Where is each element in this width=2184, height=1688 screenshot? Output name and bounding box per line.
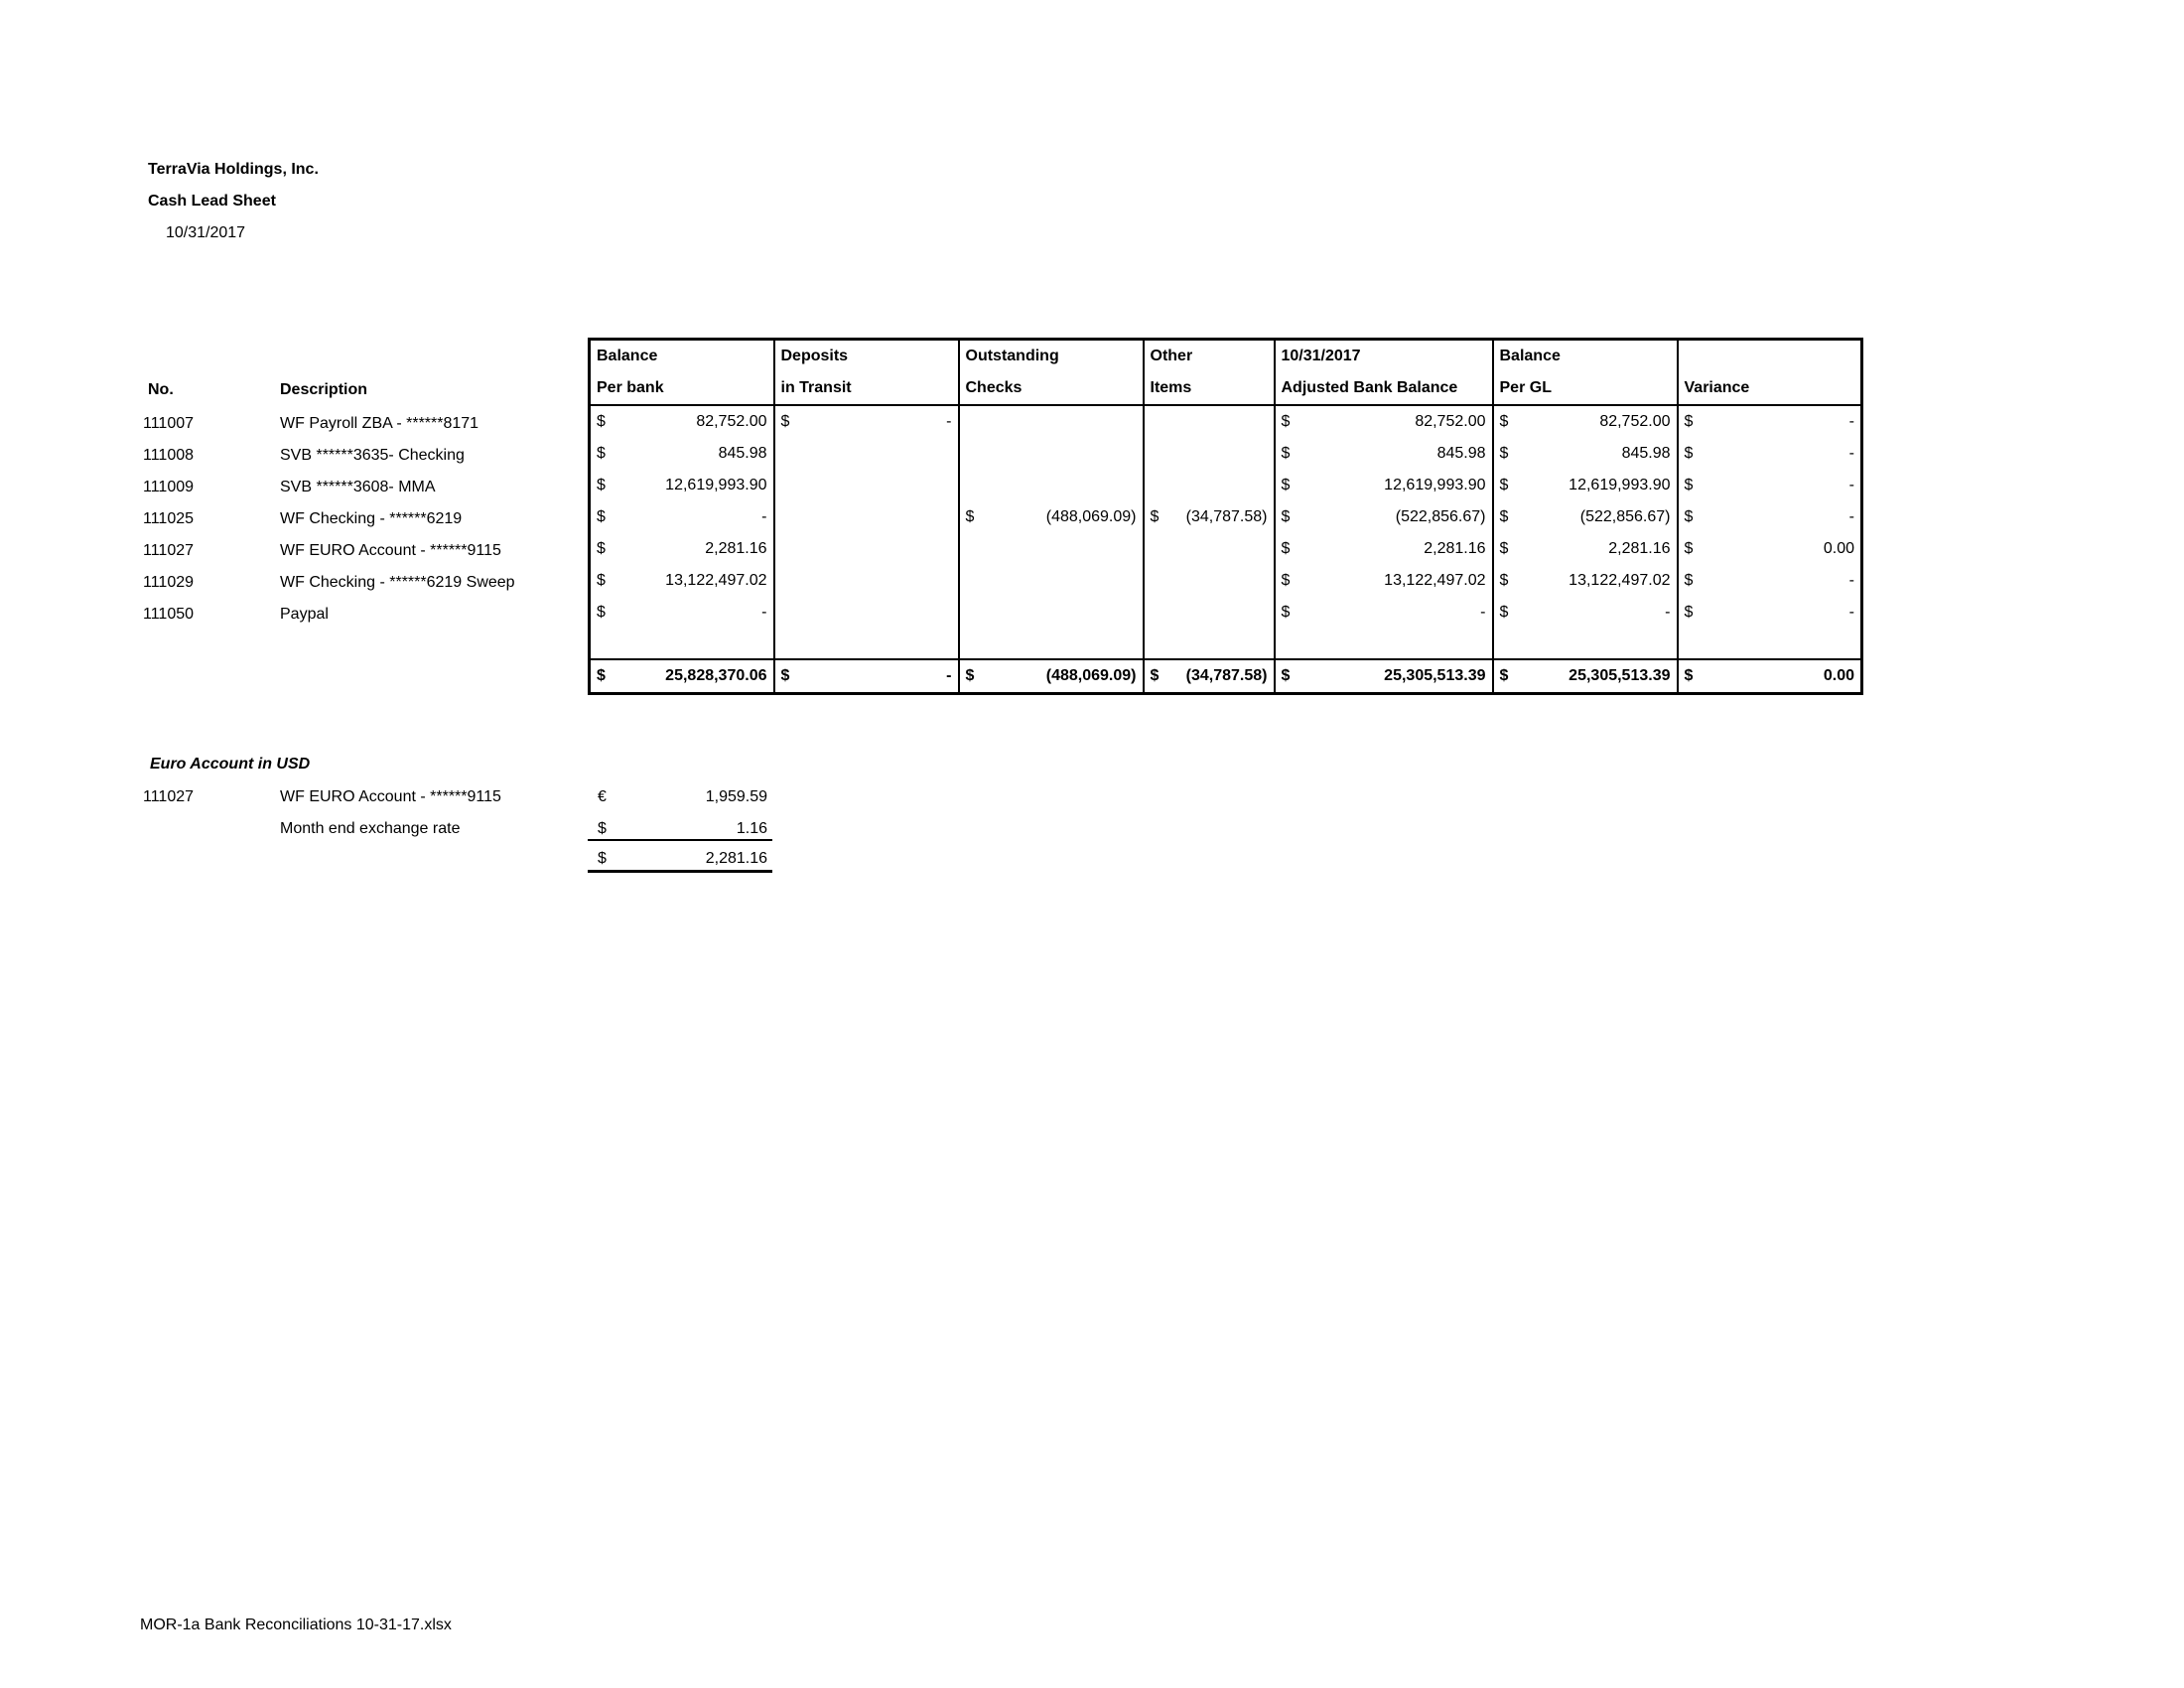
currency-symbol: $ <box>1678 501 1706 533</box>
account-number: 111027 <box>143 542 195 559</box>
balance-per-gl-cell: (522,856.67) <box>1579 508 1671 525</box>
company-name: TerraVia Holdings, Inc. <box>148 161 319 178</box>
header-outstanding-1: Outstanding <box>959 340 1144 373</box>
balance-per-gl-cell: 12,619,993.90 <box>1569 477 1671 493</box>
header-variance-1 <box>1678 340 1862 373</box>
header-balance-gl-2: Per GL <box>1493 372 1678 405</box>
report-date: 10/31/2017 <box>166 224 246 241</box>
variance-cell: - <box>1848 604 1854 621</box>
column-header-no: No. <box>148 381 174 398</box>
header-balance-bank-2: Per bank <box>590 372 774 405</box>
sheet-title: Cash Lead Sheet <box>148 193 276 210</box>
account-description: WF Checking - ******6219 Sweep <box>280 574 515 591</box>
currency-symbol <box>1144 438 1171 470</box>
currency-symbol: $ <box>1275 470 1302 501</box>
euro-section-title: Euro Account in USD <box>150 756 311 773</box>
adjusted-bank-balance-cell: 845.98 <box>1436 445 1486 462</box>
currency-symbol <box>1144 405 1171 438</box>
reconciliation-table <box>588 338 1863 695</box>
deposits-in-transit-cell: - <box>946 413 952 430</box>
exchange-rate-label: Month end exchange rate <box>280 820 461 837</box>
outstanding-checks-cell <box>987 597 1144 629</box>
currency-symbol: $ <box>597 540 606 557</box>
currency-symbol: $ <box>1144 501 1171 533</box>
currency-symbol: $ <box>1493 597 1521 629</box>
currency-symbol: $ <box>1275 565 1302 597</box>
euro-account-description: WF EURO Account - ******9115 <box>280 788 501 805</box>
variance-cell: 0.00 <box>1823 540 1854 557</box>
balance-per-bank-cell: 845.98 <box>718 445 767 462</box>
usd-currency-symbol: $ <box>598 850 607 867</box>
total-currency: $ <box>597 667 606 684</box>
currency-symbol: $ <box>597 445 606 462</box>
other-items-cell <box>1171 597 1275 629</box>
adjusted-bank-balance-cell: 82,752.00 <box>1415 413 1486 430</box>
total-currency: $ <box>1493 659 1521 694</box>
currency-symbol: $ <box>597 477 606 493</box>
outstanding-checks-cell <box>987 533 1144 565</box>
table-row <box>590 597 1862 629</box>
header-deposits-1: Deposits <box>774 340 959 373</box>
currency-symbol <box>1144 565 1171 597</box>
currency-symbol <box>774 501 802 533</box>
balance-per-bank-cell: 12,619,993.90 <box>665 477 767 493</box>
header-outstanding-2: Checks <box>959 372 1144 405</box>
euro-account-no: 111027 <box>143 788 195 805</box>
balance-per-gl-cell: - <box>1665 604 1671 621</box>
balance-per-gl-cell: 13,122,497.02 <box>1569 572 1671 589</box>
other-items-cell <box>1171 533 1275 565</box>
variance-cell: - <box>1848 477 1854 493</box>
exchange-rate-currency: $ <box>598 820 607 837</box>
total-variance: 0.00 <box>1823 667 1854 684</box>
total-other-items: (34,787.58) <box>1185 667 1268 684</box>
currency-symbol: $ <box>597 604 606 621</box>
currency-symbol: $ <box>1275 405 1302 438</box>
balance-per-bank-cell: 13,122,497.02 <box>665 572 767 589</box>
euro-currency-symbol: € <box>598 788 607 805</box>
outstanding-checks-cell <box>987 565 1144 597</box>
other-items-cell <box>1171 565 1275 597</box>
header-other-2: Items <box>1144 372 1275 405</box>
total-currency: $ <box>959 659 987 694</box>
table-row <box>590 533 1862 565</box>
currency-symbol <box>959 405 987 438</box>
exchange-rate: 1.16 <box>736 820 767 837</box>
total-balance-per-bank: 25,828,370.06 <box>665 667 767 684</box>
total-double-underline <box>588 870 772 873</box>
currency-symbol <box>1144 470 1171 501</box>
currency-symbol: $ <box>1678 470 1706 501</box>
account-description: SVB ******3635- Checking <box>280 447 465 464</box>
currency-symbol: $ <box>597 572 606 589</box>
total-balance-per-gl: 25,305,513.39 <box>1569 667 1671 684</box>
currency-symbol: $ <box>1275 597 1302 629</box>
currency-symbol <box>1144 533 1171 565</box>
table-row <box>590 501 1862 533</box>
balance-per-bank-cell: - <box>761 604 767 621</box>
table-row <box>590 405 1862 438</box>
currency-symbol: $ <box>1678 597 1706 629</box>
currency-symbol <box>959 597 987 629</box>
currency-symbol <box>774 565 802 597</box>
total-deposits-in-transit: - <box>946 667 952 684</box>
currency-symbol: $ <box>1678 565 1706 597</box>
account-number: 111025 <box>143 510 195 527</box>
table-row <box>590 470 1862 501</box>
variance-cell: - <box>1848 413 1854 430</box>
currency-symbol: $ <box>1275 438 1302 470</box>
currency-symbol: $ <box>1275 533 1302 565</box>
outstanding-checks-cell <box>987 438 1144 470</box>
currency-symbol <box>959 533 987 565</box>
variance-cell: - <box>1848 508 1854 525</box>
currency-symbol: $ <box>1493 470 1521 501</box>
header-balance-bank-1: Balance <box>597 348 658 364</box>
currency-symbol <box>1144 597 1171 629</box>
balance-per-gl-cell: 82,752.00 <box>1599 413 1671 430</box>
currency-symbol: $ <box>774 405 802 438</box>
outstanding-checks-cell: (488,069.09) <box>1045 508 1137 525</box>
currency-symbol: $ <box>1275 501 1302 533</box>
currency-symbol <box>959 438 987 470</box>
currency-symbol: $ <box>959 501 987 533</box>
other-items-cell <box>1171 470 1275 501</box>
currency-symbol: $ <box>597 508 606 525</box>
deposits-in-transit-cell <box>802 533 959 565</box>
euro-amount: 1,959.59 <box>705 788 767 805</box>
header-balance-gl-1: Balance <box>1493 340 1678 373</box>
total-currency: $ <box>774 659 802 694</box>
account-description: SVB ******3608- MMA <box>280 479 436 495</box>
variance-cell: - <box>1848 445 1854 462</box>
currency-symbol: $ <box>1678 405 1706 438</box>
currency-symbol: $ <box>1678 438 1706 470</box>
header-deposits-2: in Transit <box>774 372 959 405</box>
balance-per-bank-cell: 82,752.00 <box>696 413 767 430</box>
table-row <box>590 438 1862 470</box>
totals-row <box>590 659 1862 694</box>
table-row <box>590 565 1862 597</box>
currency-symbol: $ <box>1493 438 1521 470</box>
adjusted-bank-balance-cell: (522,856.67) <box>1395 508 1486 525</box>
outstanding-checks-cell <box>987 405 1144 438</box>
account-number: 111029 <box>143 574 195 591</box>
balance-per-gl-cell: 2,281.16 <box>1608 540 1671 557</box>
account-description: WF Checking - ******6219 <box>280 510 463 527</box>
currency-symbol: $ <box>597 413 606 430</box>
currency-symbol: $ <box>1493 533 1521 565</box>
currency-symbol <box>774 470 802 501</box>
outstanding-checks-cell <box>987 470 1144 501</box>
adjusted-bank-balance-cell: 2,281.16 <box>1424 540 1486 557</box>
currency-symbol <box>774 597 802 629</box>
currency-symbol <box>774 438 802 470</box>
subtotal-underline <box>588 839 772 841</box>
currency-symbol <box>774 533 802 565</box>
currency-symbol: $ <box>1678 533 1706 565</box>
account-description: WF EURO Account - ******9115 <box>280 542 501 559</box>
other-items-cell <box>1171 438 1275 470</box>
other-items-cell <box>1171 405 1275 438</box>
column-header-description: Description <box>280 381 368 398</box>
adjusted-bank-balance-cell: 12,619,993.90 <box>1384 477 1486 493</box>
deposits-in-transit-cell <box>802 438 959 470</box>
other-items-cell: (34,787.58) <box>1185 508 1268 525</box>
balance-per-bank-cell: - <box>761 508 767 525</box>
variance-cell: - <box>1848 572 1854 589</box>
deposits-in-transit-cell <box>802 597 959 629</box>
currency-symbol: $ <box>1493 565 1521 597</box>
total-currency: $ <box>1678 659 1706 694</box>
currency-symbol <box>959 565 987 597</box>
balance-per-gl-cell: 845.98 <box>1621 445 1671 462</box>
deposits-in-transit-cell <box>802 501 959 533</box>
total-outstanding-checks: (488,069.09) <box>1045 667 1137 684</box>
deposits-in-transit-cell <box>802 470 959 501</box>
adjusted-bank-balance-cell: 13,122,497.02 <box>1384 572 1486 589</box>
header-variance-2: Variance <box>1678 372 1862 405</box>
account-description: WF Payroll ZBA - ******8171 <box>280 415 479 432</box>
account-number: 111008 <box>143 447 195 464</box>
currency-symbol: $ <box>1493 405 1521 438</box>
balance-per-bank-cell: 2,281.16 <box>705 540 767 557</box>
total-currency: $ <box>1275 659 1302 694</box>
currency-symbol: $ <box>1493 501 1521 533</box>
header-adjusted-1: 10/31/2017 <box>1275 340 1493 373</box>
account-description: Paypal <box>280 606 329 623</box>
currency-symbol <box>959 470 987 501</box>
usd-amount: 2,281.16 <box>705 850 767 867</box>
account-number: 111009 <box>143 479 195 495</box>
footer-filename: MOR-1a Bank Reconciliations 10-31-17.xlsx <box>140 1617 452 1633</box>
account-number: 111007 <box>143 415 195 432</box>
header-adjusted-2: Adjusted Bank Balance <box>1275 372 1493 405</box>
adjusted-bank-balance-cell: - <box>1480 604 1486 621</box>
deposits-in-transit-cell <box>802 565 959 597</box>
total-adjusted-bank-balance: 25,305,513.39 <box>1384 667 1486 684</box>
header-other-1: Other <box>1144 340 1275 373</box>
total-currency: $ <box>1144 659 1171 694</box>
account-number: 111050 <box>143 606 195 623</box>
